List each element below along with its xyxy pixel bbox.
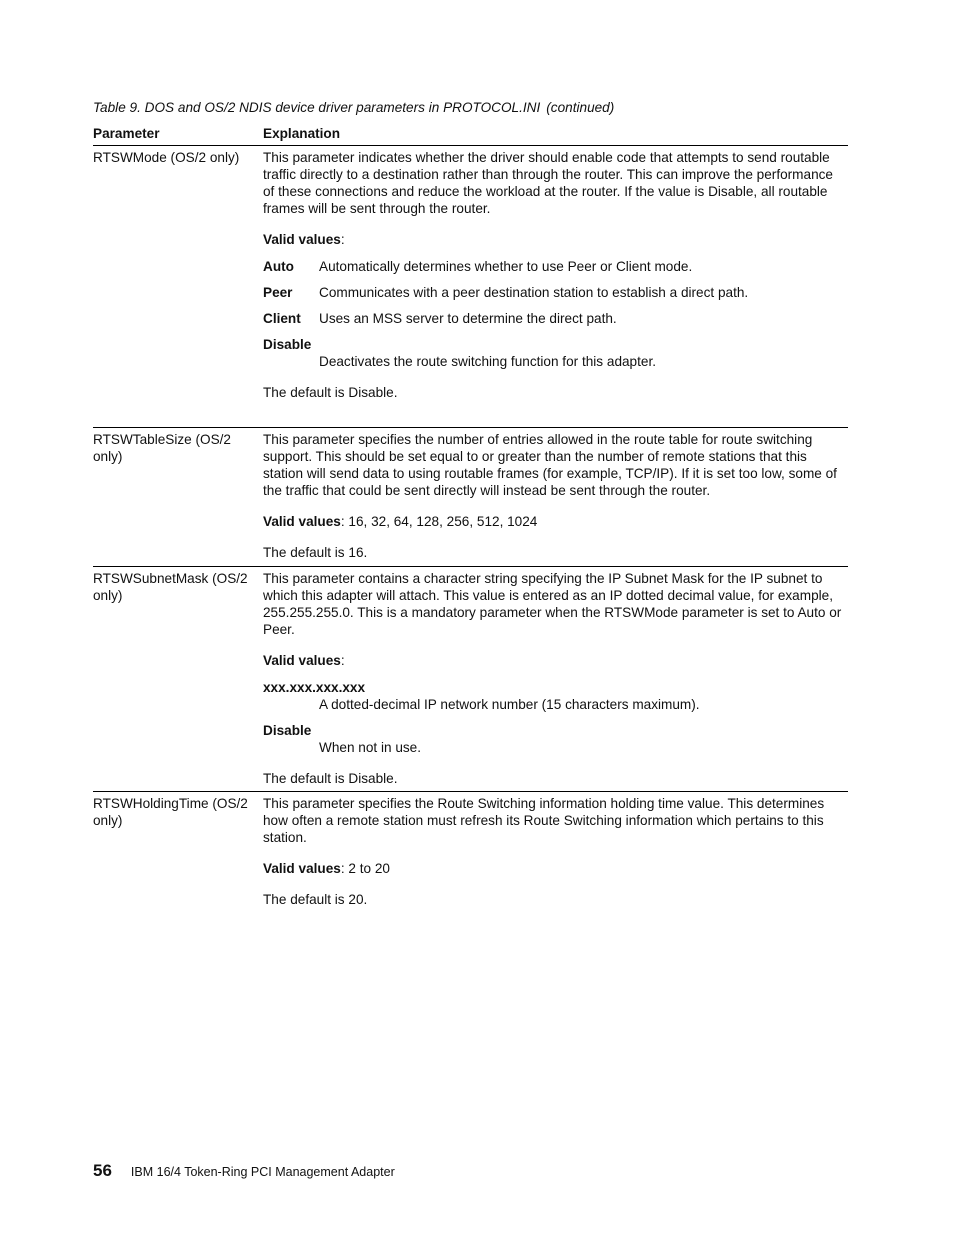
value-term: Auto bbox=[263, 259, 294, 274]
parameter-explanation bbox=[263, 795, 848, 908]
valid-values-suffix: : bbox=[340, 232, 345, 247]
table-row bbox=[93, 428, 848, 567]
parameter-name: RTSWMode (OS/2 only) bbox=[93, 150, 240, 165]
value-definition: Automatically determines whether to use Peer or Client mode. bbox=[319, 259, 693, 274]
table-caption-label: Table 9. DOS and OS/2 NDIS device driver parameters in PROTOCOL.INI bbox=[93, 100, 541, 115]
value-term: Peer bbox=[263, 285, 293, 300]
table-row bbox=[93, 567, 848, 792]
default-value: The default is 16. bbox=[263, 545, 368, 560]
value-term: Client bbox=[263, 311, 301, 326]
valid-values-suffix: : 2 to 20 bbox=[340, 861, 390, 876]
value-item bbox=[263, 310, 848, 327]
description: This parameter specifies the number of entries allowed in the route table for route switching support. This should be set equal to or greater than the number of remote stations that this station will send data to using routable frames (for example, TCP/IP). If it is set too low, some of the traffic that could be sent directly will instead be sent through the router. bbox=[263, 432, 837, 498]
value-item bbox=[263, 722, 848, 756]
header-explanation: Explanation bbox=[263, 126, 341, 141]
table-caption-continued: (continued) bbox=[546, 100, 615, 115]
parameter-explanation bbox=[263, 570, 848, 791]
value-definition: When not in use. bbox=[319, 740, 422, 755]
valid-values-label: Valid values bbox=[263, 653, 341, 668]
parameter-name: RTSWSubnetMask (OS/2 only) bbox=[93, 571, 248, 603]
value-item bbox=[263, 336, 848, 370]
parameter-name: RTSWTableSize (OS/2 only) bbox=[93, 432, 231, 464]
valid-values-suffix: : 16, 32, 64, 128, 256, 512, 1024 bbox=[340, 514, 538, 529]
default-value: The default is Disable. bbox=[263, 771, 398, 786]
value-item bbox=[263, 258, 848, 275]
valid-values-label: Valid values bbox=[263, 861, 341, 876]
table-caption bbox=[93, 99, 614, 116]
parameter-name: RTSWHoldingTime (OS/2 only) bbox=[93, 796, 248, 828]
parameter-explanation bbox=[263, 149, 848, 427]
value-term: Disable bbox=[263, 337, 312, 352]
value-definition: Uses an MSS server to determine the direct path. bbox=[319, 311, 617, 326]
parameter-explanation bbox=[263, 431, 848, 566]
valid-values bbox=[263, 231, 848, 248]
description: This parameter specifies the Route Switching information holding time value. This determines how often a remote station must refresh its Route Switching information which pertains to this station. bbox=[263, 796, 825, 845]
value-term: Disable bbox=[263, 723, 312, 738]
page-footer bbox=[93, 1162, 395, 1181]
valid-values-suffix: : bbox=[340, 653, 345, 668]
default-value: The default is Disable. bbox=[263, 385, 398, 400]
valid-values bbox=[263, 513, 848, 530]
description: This parameter indicates whether the driver should enable code that attempts to send routable traffic directly to a destination rather than through the router. This can improve the performance of these connections and reduce the workload at the router. If the value is Disable, all routable frames will be sent through the router. bbox=[263, 150, 833, 216]
value-definition: Communicates with a peer destination station to establish a direct path. bbox=[319, 285, 749, 300]
value-item bbox=[263, 679, 848, 713]
value-term: xxx.xxx.xxx.xxx bbox=[263, 680, 366, 695]
valid-values bbox=[263, 860, 848, 877]
valid-values-label: Valid values bbox=[263, 514, 341, 529]
default-value: The default is 20. bbox=[263, 892, 368, 907]
page-number: 56 bbox=[93, 1161, 112, 1180]
value-definition: Deactivates the route switching function for this adapter. bbox=[319, 354, 657, 369]
table-header bbox=[93, 125, 848, 146]
document-title: IBM 16/4 Token-Ring PCI Management Adapter bbox=[130, 1165, 395, 1179]
table-row bbox=[93, 146, 848, 428]
header-parameter: Parameter bbox=[93, 126, 160, 141]
table-row bbox=[93, 792, 848, 908]
valid-values bbox=[263, 652, 848, 669]
valid-values-label: Valid values bbox=[263, 232, 341, 247]
description: This parameter contains a character string specifying the IP Subnet Mask for the IP subnet to which this adapter will attach. This value is entered as an IP dotted decimal value, for example, 255.255.255.0. This is a mandatory parameter when the RTSWMode parameter is set to Auto or Peer. bbox=[263, 571, 842, 637]
value-definition: A dotted-decimal IP network number (15 characters maximum). bbox=[319, 697, 700, 712]
value-item bbox=[263, 284, 848, 301]
parameters-table bbox=[93, 125, 848, 908]
